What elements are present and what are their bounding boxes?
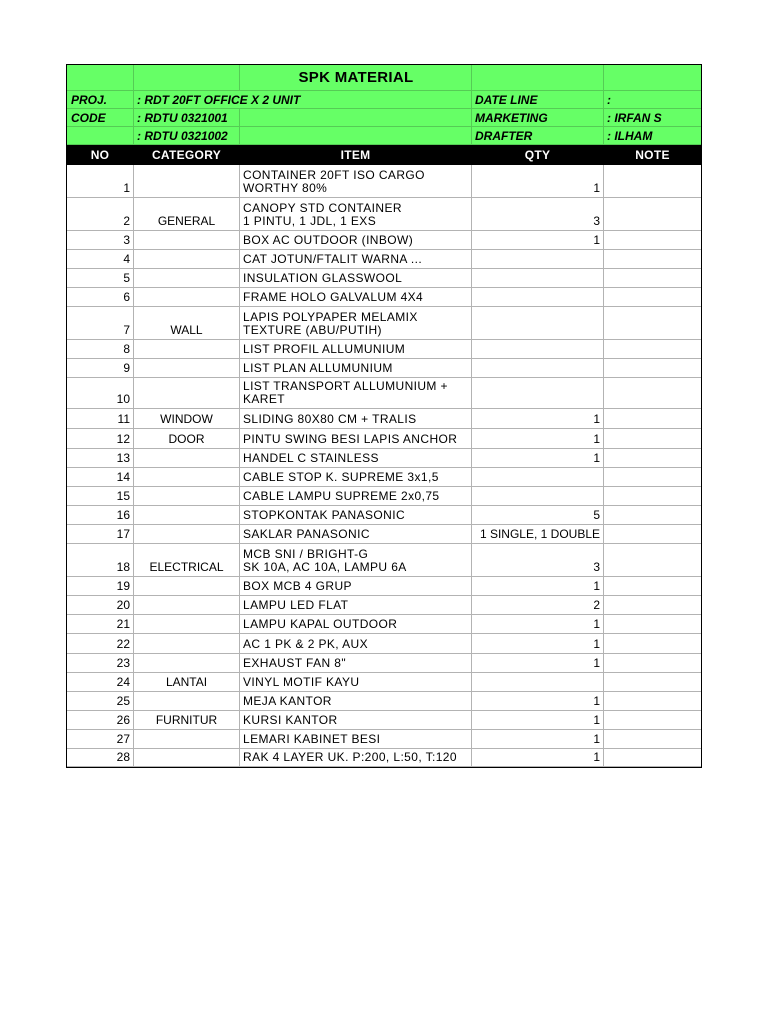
row-category-cell[interactable] bbox=[134, 307, 240, 340]
row-no-cell[interactable] bbox=[67, 525, 134, 544]
row-item-text: BOX MCB 4 GRUP bbox=[243, 579, 352, 593]
row-no-cell[interactable] bbox=[67, 231, 134, 250]
marketing-label[interactable]: MARKETING bbox=[472, 109, 604, 127]
row-item-cell[interactable] bbox=[240, 634, 472, 654]
row-no-text: 26 bbox=[116, 713, 130, 727]
row-category-cell[interactable] bbox=[134, 231, 240, 250]
row-note-cell[interactable] bbox=[604, 198, 701, 231]
drafter-label[interactable]: DRAFTER bbox=[472, 127, 604, 145]
row-qty-cell[interactable] bbox=[472, 596, 604, 615]
table-row bbox=[67, 730, 701, 749]
row-no-cell[interactable] bbox=[67, 634, 134, 654]
proj-label[interactable]: PROJ. bbox=[67, 91, 134, 109]
table-row bbox=[67, 269, 701, 288]
row-item-text: INSULATION GLASSWOOL bbox=[243, 271, 403, 285]
row-item-text: LAMPU KAPAL OUTDOOR bbox=[243, 617, 398, 631]
row-note-cell[interactable] bbox=[604, 730, 701, 749]
row-category-cell[interactable] bbox=[134, 544, 240, 577]
row-item-text: CAT JOTUN/FTALIT WARNA ... bbox=[243, 252, 423, 266]
row-no-text: 2 bbox=[123, 214, 130, 228]
row-item-cell[interactable] bbox=[240, 359, 472, 378]
row-item-text: MEJA KANTOR bbox=[243, 694, 332, 708]
row-note-cell[interactable] bbox=[604, 673, 701, 692]
table-row bbox=[67, 359, 701, 378]
date-line-label[interactable]: DATE LINE bbox=[472, 91, 604, 109]
row-qty-text: 1 bbox=[593, 181, 600, 195]
row-no-text: 28 bbox=[116, 750, 130, 764]
row-note-cell[interactable] bbox=[604, 615, 701, 634]
row-item-text: RAK 4 LAYER UK. P:200, L:50, T:120 bbox=[243, 750, 457, 764]
row-item-text: CABLE LAMPU SUPREME 2x0,75 bbox=[243, 489, 440, 503]
row-note-cell[interactable] bbox=[604, 269, 701, 288]
row-item-text: MCB SNI / BRIGHT-G SK 10A, AC 10A, LAMPU 6A bbox=[243, 547, 407, 574]
row-qty-cell[interactable] bbox=[472, 409, 604, 429]
row-item-cell[interactable] bbox=[240, 711, 472, 730]
column-header-no[interactable]: NO bbox=[67, 145, 134, 165]
row-item-cell[interactable] bbox=[240, 198, 472, 231]
row-no-text: 20 bbox=[116, 598, 130, 612]
row-qty-cell[interactable] bbox=[472, 544, 604, 577]
row-no-cell[interactable] bbox=[67, 288, 134, 307]
row-note-cell[interactable] bbox=[604, 288, 701, 307]
row-no-cell[interactable] bbox=[67, 198, 134, 231]
row-category-cell[interactable] bbox=[134, 654, 240, 673]
row-item-text: LIST PLAN ALLUMUNIUM bbox=[243, 361, 393, 375]
table-row bbox=[67, 288, 701, 307]
blank-label-cell[interactable] bbox=[67, 127, 134, 145]
row-qty-text: 1 bbox=[593, 694, 600, 708]
row-qty-cell[interactable] bbox=[472, 730, 604, 749]
proj-value[interactable]: : RDT 20FT OFFICE X 2 UNIT bbox=[134, 91, 472, 109]
row-qty-text: 1 bbox=[593, 637, 600, 651]
row-note-cell[interactable] bbox=[604, 409, 701, 429]
row-item-cell[interactable] bbox=[240, 165, 472, 198]
row-qty-text: 5 bbox=[593, 508, 600, 522]
row-qty-text: 1 bbox=[593, 656, 600, 670]
row-qty-cell[interactable] bbox=[472, 359, 604, 378]
row-qty-cell[interactable] bbox=[472, 711, 604, 730]
row-item-cell[interactable] bbox=[240, 288, 472, 307]
row-no-text: 3 bbox=[123, 233, 130, 247]
row-item-text: CONTAINER 20FT ISO CARGO WORTHY 80% bbox=[243, 168, 425, 195]
row-qty-cell[interactable] bbox=[472, 749, 604, 767]
row-no-text: 4 bbox=[123, 252, 130, 266]
row-category-cell[interactable] bbox=[134, 596, 240, 615]
row-category-text: GENERAL bbox=[157, 214, 216, 228]
table-row bbox=[67, 654, 701, 673]
row-category-cell[interactable] bbox=[134, 634, 240, 654]
column-header-item[interactable]: ITEM bbox=[240, 145, 472, 165]
drafter-empty-cell[interactable] bbox=[240, 127, 472, 145]
row-no-cell[interactable] bbox=[67, 429, 134, 449]
row-no-cell[interactable] bbox=[67, 673, 134, 692]
row-category-cell[interactable] bbox=[134, 749, 240, 767]
row-qty-text: 1 bbox=[593, 750, 600, 764]
row-no-text: 22 bbox=[116, 637, 130, 651]
spk-material-sheet bbox=[66, 64, 702, 768]
row-no-text: 19 bbox=[116, 579, 130, 593]
row-no-text: 27 bbox=[116, 732, 130, 746]
row-no-cell[interactable] bbox=[67, 250, 134, 269]
code-value-1[interactable]: : RDTU 0321001 bbox=[134, 109, 240, 127]
row-note-cell[interactable] bbox=[604, 525, 701, 544]
table-row bbox=[67, 468, 701, 487]
row-item-cell[interactable] bbox=[240, 340, 472, 359]
row-category-cell[interactable] bbox=[134, 409, 240, 429]
row-category-cell[interactable] bbox=[134, 692, 240, 711]
title-cell-qty[interactable] bbox=[472, 65, 604, 91]
row-no-cell[interactable] bbox=[67, 711, 134, 730]
row-item-text: HANDEL C STAINLESS bbox=[243, 451, 379, 465]
marketing-value[interactable]: : IRFAN S bbox=[604, 109, 701, 127]
table-row bbox=[67, 596, 701, 615]
row-item-cell[interactable] bbox=[240, 487, 472, 506]
row-category-cell[interactable] bbox=[134, 615, 240, 634]
header-row-code bbox=[67, 109, 701, 127]
row-note-cell[interactable] bbox=[604, 544, 701, 577]
row-item-text: PINTU SWING BESI LAPIS ANCHOR bbox=[243, 432, 458, 446]
column-header-note[interactable]: NOTE bbox=[604, 145, 701, 165]
row-item-cell[interactable] bbox=[240, 449, 472, 468]
row-item-cell[interactable] bbox=[240, 615, 472, 634]
row-item-cell[interactable] bbox=[240, 749, 472, 767]
row-item-text: EXHAUST FAN 8" bbox=[243, 656, 347, 670]
row-qty-text: 2 bbox=[593, 598, 600, 612]
row-item-cell[interactable] bbox=[240, 429, 472, 449]
row-no-cell[interactable] bbox=[67, 596, 134, 615]
row-category-cell[interactable] bbox=[134, 487, 240, 506]
row-note-cell[interactable] bbox=[604, 468, 701, 487]
row-no-text: 17 bbox=[116, 527, 130, 541]
row-item-text: VINYL MOTIF KAYU bbox=[243, 675, 360, 689]
title-row bbox=[67, 65, 701, 91]
column-header-category[interactable]: CATEGORY bbox=[134, 145, 240, 165]
row-no-text: 24 bbox=[116, 675, 130, 689]
row-no-text: 8 bbox=[123, 342, 130, 356]
row-category-cell[interactable] bbox=[134, 711, 240, 730]
date-line-value[interactable]: : bbox=[604, 91, 701, 109]
row-qty-cell[interactable] bbox=[472, 340, 604, 359]
row-item-cell[interactable] bbox=[240, 596, 472, 615]
table-row bbox=[67, 615, 701, 634]
row-item-text: STOPKONTAK PANASONIC bbox=[243, 508, 406, 522]
row-category-cell[interactable] bbox=[134, 468, 240, 487]
code-empty-cell[interactable] bbox=[240, 109, 472, 127]
row-note-cell[interactable] bbox=[604, 596, 701, 615]
row-qty-text: 1 bbox=[593, 233, 600, 247]
row-category-cell[interactable] bbox=[134, 198, 240, 231]
row-no-cell[interactable] bbox=[67, 307, 134, 340]
row-note-cell[interactable] bbox=[604, 250, 701, 269]
row-item-cell[interactable] bbox=[240, 544, 472, 577]
row-no-cell[interactable] bbox=[67, 340, 134, 359]
row-qty-cell[interactable] bbox=[472, 449, 604, 468]
row-no-text: 11 bbox=[117, 412, 130, 426]
row-category-cell[interactable] bbox=[134, 449, 240, 468]
row-no-text: 16 bbox=[116, 508, 130, 522]
row-no-cell[interactable] bbox=[67, 730, 134, 749]
row-note-cell[interactable] bbox=[604, 749, 701, 767]
row-qty-cell[interactable] bbox=[472, 487, 604, 506]
row-qty-cell[interactable] bbox=[472, 269, 604, 288]
row-item-cell[interactable] bbox=[240, 506, 472, 525]
code-label[interactable]: CODE bbox=[67, 109, 134, 127]
column-header-row bbox=[67, 145, 701, 165]
row-qty-text: 1 bbox=[593, 579, 600, 593]
title-cell-category[interactable] bbox=[134, 65, 240, 91]
row-qty-cell[interactable] bbox=[472, 288, 604, 307]
row-note-cell[interactable] bbox=[604, 378, 701, 409]
row-no-text: 12 bbox=[116, 432, 130, 446]
row-category-cell[interactable] bbox=[134, 340, 240, 359]
row-category-cell[interactable] bbox=[134, 269, 240, 288]
row-no-cell[interactable] bbox=[67, 449, 134, 468]
row-item-text: SLIDING 80X80 CM + TRALIS bbox=[243, 412, 417, 426]
row-no-cell[interactable] bbox=[67, 359, 134, 378]
row-no-cell[interactable] bbox=[67, 692, 134, 711]
table-row bbox=[67, 634, 701, 654]
row-note-cell[interactable] bbox=[604, 487, 701, 506]
row-note-cell[interactable] bbox=[604, 165, 701, 198]
title-cell-item[interactable] bbox=[240, 65, 472, 91]
row-category-text: LANTAI bbox=[165, 675, 208, 689]
row-qty-text: 1 bbox=[593, 713, 600, 727]
row-item-cell[interactable] bbox=[240, 468, 472, 487]
row-category-cell[interactable] bbox=[134, 165, 240, 198]
table-row bbox=[67, 673, 701, 692]
row-qty-cell[interactable] bbox=[472, 198, 604, 231]
row-qty-cell[interactable] bbox=[472, 577, 604, 596]
row-category-cell[interactable] bbox=[134, 378, 240, 409]
row-no-cell[interactable] bbox=[67, 409, 134, 429]
row-item-text: LIST PROFIL ALLUMUNIUM bbox=[243, 342, 406, 356]
row-qty-cell[interactable] bbox=[472, 250, 604, 269]
row-qty-cell[interactable] bbox=[472, 692, 604, 711]
table-row bbox=[67, 749, 701, 767]
table-row bbox=[67, 198, 701, 231]
row-item-text: SAKLAR PANASONIC bbox=[243, 527, 370, 541]
row-no-text: 5 bbox=[123, 271, 130, 285]
table-row bbox=[67, 487, 701, 506]
row-note-cell[interactable] bbox=[604, 231, 701, 250]
row-qty-text: 1 bbox=[593, 732, 600, 746]
row-qty-cell[interactable] bbox=[472, 468, 604, 487]
row-note-cell[interactable] bbox=[604, 449, 701, 468]
row-category-text: WALL bbox=[170, 323, 203, 337]
row-no-cell[interactable] bbox=[67, 544, 134, 577]
row-item-cell[interactable] bbox=[240, 692, 472, 711]
row-item-text: LIST TRANSPORT ALLUMUNIUM + KARET bbox=[243, 379, 448, 406]
row-qty-cell[interactable] bbox=[472, 673, 604, 692]
row-note-cell[interactable] bbox=[604, 359, 701, 378]
table-row bbox=[67, 231, 701, 250]
row-note-cell[interactable] bbox=[604, 307, 701, 340]
row-no-text: 15 bbox=[116, 489, 130, 503]
row-category-cell[interactable] bbox=[134, 577, 240, 596]
table-row bbox=[67, 711, 701, 730]
row-note-cell[interactable] bbox=[604, 692, 701, 711]
table-row bbox=[67, 525, 701, 544]
row-item-cell[interactable] bbox=[240, 307, 472, 340]
row-item-cell[interactable] bbox=[240, 231, 472, 250]
row-category-cell[interactable] bbox=[134, 673, 240, 692]
row-no-text: 18 bbox=[116, 560, 130, 574]
title-cell-note[interactable] bbox=[604, 65, 701, 91]
row-item-text: CABLE STOP K. SUPREME 3x1,5 bbox=[243, 470, 439, 484]
row-no-cell[interactable] bbox=[67, 378, 134, 409]
table-row bbox=[67, 250, 701, 269]
row-note-cell[interactable] bbox=[604, 506, 701, 525]
table-row bbox=[67, 449, 701, 468]
row-note-cell[interactable] bbox=[604, 340, 701, 359]
row-category-cell[interactable] bbox=[134, 506, 240, 525]
row-item-cell[interactable] bbox=[240, 269, 472, 288]
row-item-text: FRAME HOLO GALVALUM 4X4 bbox=[243, 290, 424, 304]
row-note-cell[interactable] bbox=[604, 577, 701, 596]
row-qty-text: 1 bbox=[593, 432, 600, 446]
row-qty-text: 1 bbox=[593, 617, 600, 631]
row-item-cell[interactable] bbox=[240, 673, 472, 692]
row-item-text: LEMARI KABINET BESI bbox=[243, 732, 381, 746]
table-row bbox=[67, 307, 701, 340]
table-row bbox=[67, 378, 701, 409]
row-no-text: 21 bbox=[116, 617, 130, 631]
row-item-cell[interactable] bbox=[240, 250, 472, 269]
row-qty-text: 3 bbox=[593, 560, 600, 574]
row-no-text: 7 bbox=[123, 323, 130, 337]
row-no-text: 14 bbox=[116, 470, 130, 484]
table-row bbox=[67, 429, 701, 449]
row-no-text: 1 bbox=[123, 181, 130, 195]
row-no-cell[interactable] bbox=[67, 165, 134, 198]
row-no-cell[interactable] bbox=[67, 468, 134, 487]
row-category-cell[interactable] bbox=[134, 525, 240, 544]
table-row bbox=[67, 409, 701, 429]
row-item-cell[interactable] bbox=[240, 525, 472, 544]
drafter-value[interactable]: : ILHAM bbox=[604, 127, 701, 145]
row-category-text: ELECTRICAL bbox=[149, 560, 224, 574]
row-note-cell[interactable] bbox=[604, 634, 701, 654]
table-row bbox=[67, 692, 701, 711]
title-cell-no[interactable] bbox=[67, 65, 134, 91]
row-item-text: CANOPY STD CONTAINER 1 PINTU, 1 JDL, 1 EXS bbox=[243, 201, 402, 228]
row-category-cell[interactable] bbox=[134, 288, 240, 307]
row-qty-text: 1 bbox=[593, 451, 600, 465]
row-qty-cell[interactable] bbox=[472, 307, 604, 340]
row-category-cell[interactable] bbox=[134, 250, 240, 269]
row-qty-cell[interactable] bbox=[472, 165, 604, 198]
row-qty-text: 3 bbox=[593, 214, 600, 228]
header-row-proj bbox=[67, 91, 701, 109]
row-item-cell[interactable] bbox=[240, 654, 472, 673]
table-row bbox=[67, 340, 701, 359]
row-no-text: 10 bbox=[116, 392, 130, 406]
row-no-text: 9 bbox=[123, 361, 130, 375]
column-header-qty[interactable]: QTY bbox=[472, 145, 604, 165]
row-qty-cell[interactable] bbox=[472, 525, 604, 544]
row-item-text: KURSI KANTOR bbox=[243, 713, 338, 727]
table-row bbox=[67, 544, 701, 577]
row-note-cell[interactable] bbox=[604, 429, 701, 449]
table-row bbox=[67, 165, 701, 198]
row-qty-cell[interactable] bbox=[472, 378, 604, 409]
row-category-text: DOOR bbox=[168, 432, 205, 446]
row-item-text: LAMPU LED FLAT bbox=[243, 598, 349, 612]
row-qty-cell[interactable] bbox=[472, 506, 604, 525]
row-category-cell[interactable] bbox=[134, 359, 240, 378]
row-category-cell[interactable] bbox=[134, 730, 240, 749]
row-no-text: 6 bbox=[123, 290, 130, 304]
row-note-cell[interactable] bbox=[604, 654, 701, 673]
row-no-text: 25 bbox=[116, 694, 130, 708]
row-qty-cell[interactable] bbox=[472, 231, 604, 250]
row-item-text: BOX AC OUTDOOR (INBOW) bbox=[243, 233, 414, 247]
row-no-text: 13 bbox=[116, 451, 130, 465]
row-qty-text: 1 SINGLE, 1 DOUBLE bbox=[479, 527, 600, 541]
row-item-cell[interactable] bbox=[240, 730, 472, 749]
row-no-text: 23 bbox=[116, 656, 130, 670]
row-qty-cell[interactable] bbox=[472, 634, 604, 654]
row-qty-cell[interactable] bbox=[472, 615, 604, 634]
row-item-cell[interactable] bbox=[240, 378, 472, 409]
row-qty-cell[interactable] bbox=[472, 429, 604, 449]
row-item-text: AC 1 PK & 2 PK, AUX bbox=[243, 637, 368, 651]
header-row-drafter bbox=[67, 127, 701, 145]
row-no-cell[interactable] bbox=[67, 487, 134, 506]
row-no-cell[interactable] bbox=[67, 615, 134, 634]
row-no-cell[interactable] bbox=[67, 577, 134, 596]
row-no-cell[interactable] bbox=[67, 506, 134, 525]
row-category-text: WINDOW bbox=[160, 412, 213, 426]
row-note-cell[interactable] bbox=[604, 711, 701, 730]
row-no-cell[interactable] bbox=[67, 749, 134, 767]
table-row bbox=[67, 577, 701, 596]
row-item-cell[interactable] bbox=[240, 409, 472, 429]
row-no-cell[interactable] bbox=[67, 654, 134, 673]
table-row bbox=[67, 506, 701, 525]
row-no-cell[interactable] bbox=[67, 269, 134, 288]
row-item-text: LAPIS POLYPAPER MELAMIX TEXTURE (ABU/PUTIH) bbox=[243, 310, 418, 337]
row-category-text: FURNITUR bbox=[155, 713, 218, 727]
row-qty-cell[interactable] bbox=[472, 654, 604, 673]
code-value-2[interactable]: : RDTU 0321002 bbox=[134, 127, 240, 145]
row-qty-text: 1 bbox=[593, 412, 600, 426]
sheet-title: SPK MATERIAL bbox=[298, 69, 414, 86]
row-item-cell[interactable] bbox=[240, 577, 472, 596]
row-category-cell[interactable] bbox=[134, 429, 240, 449]
